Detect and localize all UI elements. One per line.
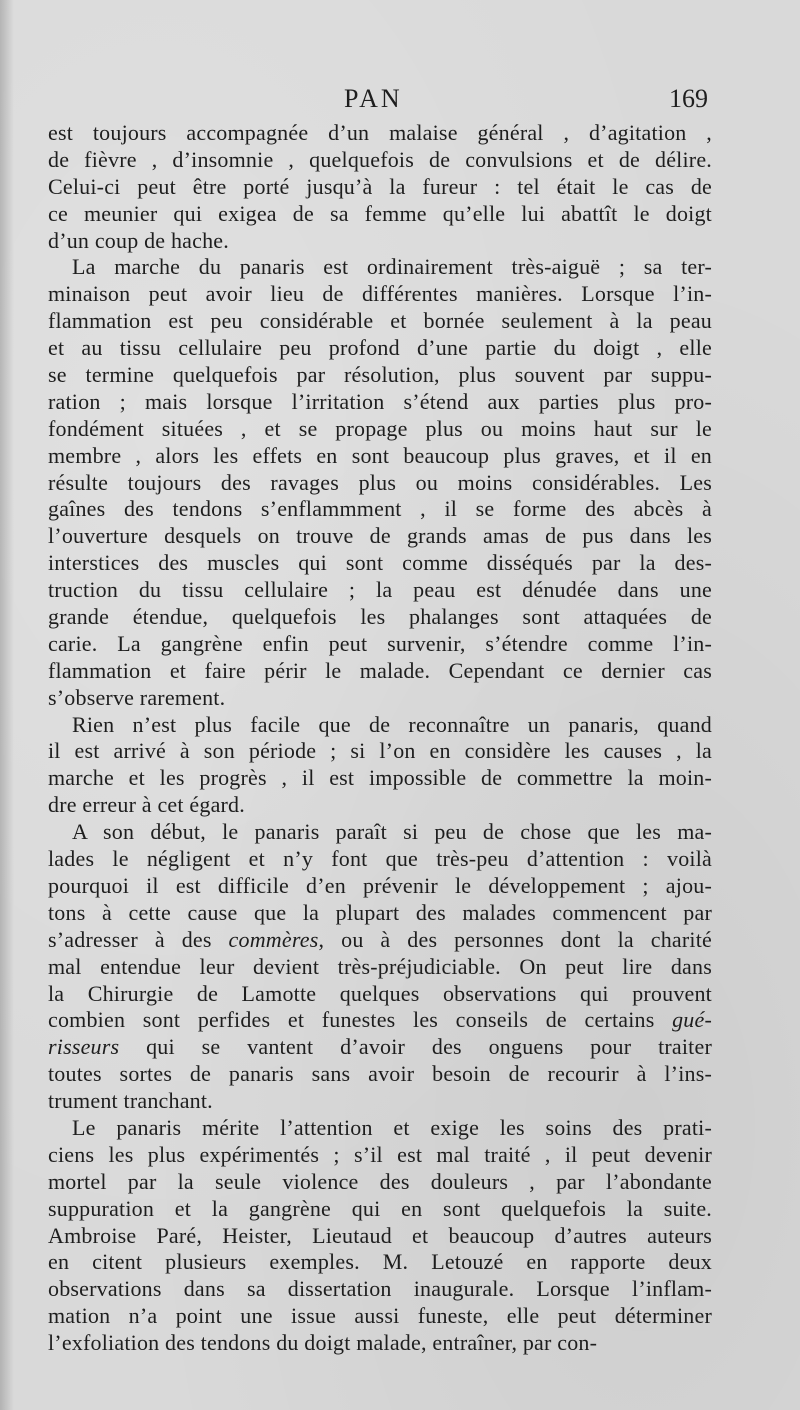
text-line: mation n’a point une issue aussi funeste, elle peut déterminer — [48, 1303, 712, 1329]
text-line: en citent plusieurs exemples. M. Letouzé en rapporte deux — [48, 1249, 712, 1275]
text-line: mortel par la seule violence des douleurs , par l’abondante — [48, 1168, 712, 1194]
running-head: PAN — [344, 84, 403, 113]
text-line: ration ; mais lorsque l’irritation s’étend aux parties plus pro- — [48, 388, 712, 414]
text-line: risseurs qui se vantent d’avoir des onguens pour traiter — [48, 1034, 712, 1060]
text-line: tons à cette cause que la plupart des malades commencent par — [48, 899, 712, 925]
text-line: La marche du panaris est ordinairement très-aiguë ; sa ter- — [72, 254, 712, 280]
text-line: résulte toujours des ravages plus ou moins considérables. Les — [48, 469, 712, 495]
text-line: gaînes des tendons s’enflammment , il se forme des abcès à — [48, 496, 712, 522]
paragraph — [48, 819, 712, 1115]
page-number: 169 — [669, 84, 708, 113]
text-line: dre erreur à cet égard. — [48, 792, 245, 818]
text-line: Celui-ci peut être porté jusqu’à la fureur : tel était le cas de — [48, 173, 712, 199]
text-line: s’adresser à des commères, ou à des personnes dont la charité — [48, 926, 713, 952]
text-line: la Chirurgie de Lamotte quelques observations qui prouvent — [48, 980, 712, 1006]
text-line: est toujours accompagnée d’un malaise général , d’agitation , — [48, 120, 712, 145]
text-line: pourquoi il est difficile d’en prévenir le développement ; ajou- — [48, 872, 712, 898]
text-line: d’un coup de hache. — [48, 227, 229, 253]
paragraph — [48, 1115, 712, 1357]
paragraph — [48, 712, 712, 820]
text-line: truction du tissu cellulaire ; la peau est dénudée dans une — [48, 577, 712, 603]
text-line: toutes sortes de panaris sans avoir besoin de recourir à l’ins- — [48, 1061, 712, 1087]
text-line: lades le négligent et n’y font que très-peu d’attention : voilà — [48, 846, 712, 872]
text-line: minaison peut avoir lieu de différentes manières. Lorsque l’in- — [48, 281, 712, 307]
text-line: l’ouverture desquels on trouve de grands amas de pus dans les — [48, 523, 712, 549]
text-line: flammation et faire périr le malade. Cependant ce dernier cas — [48, 657, 712, 683]
text-line: fondément situées , et se propage plus ou moins haut sur le — [48, 415, 712, 441]
text-line: marche et les progrès , il est impossible de commettre la moin- — [48, 765, 712, 791]
text-line: Rien n’est plus facile que de reconnaître un panaris, quand — [72, 711, 712, 737]
text-line: observations dans sa dissertation inaugurale. Lorsque l’inflam- — [48, 1276, 712, 1302]
text-line: suppuration et la gangrène qui en sont quelquefois la suite. — [48, 1195, 712, 1221]
paragraph — [48, 120, 712, 254]
text-line: ciens les plus expérimentés ; s’il est mal traité , il peut devenir — [48, 1141, 712, 1167]
text-line: s’observe rarement. — [48, 684, 226, 710]
text-line: carie. La gangrène enfin peut survenir, s’étendre comme l’in- — [48, 630, 712, 656]
text-line: mal entendue leur devient très-préjudiciable. On peut lire dans — [48, 953, 712, 979]
text-line: l’exfoliation des tendons du doigt malade, entraîner, par con- — [48, 1330, 598, 1356]
text-line: trument tranchant. — [48, 1088, 213, 1114]
text-line: ce meunier qui exigea de sa femme qu’elle lui abattît le doigt — [48, 200, 712, 226]
page-header — [48, 84, 712, 118]
text-line: flammation est peu considérable et bornée seulement à la peau — [48, 308, 712, 334]
text-line: membre , alors les effets en sont beaucoup plus graves, et il en — [48, 442, 712, 468]
text-line: interstices des muscles qui sont comme disséqués par la des- — [48, 550, 712, 576]
text-line: Le panaris mérite l’attention et exige les soins des prati- — [72, 1114, 712, 1140]
text-line: et au tissu cellulaire peu profond d’une partie du doigt , elle — [48, 335, 712, 361]
page-gutter-shadow — [0, 0, 14, 1410]
text-line: Ambroise Paré, Heister, Lieutaud et beaucoup d’autres auteurs — [48, 1222, 712, 1248]
text-line: se termine quelquefois par résolution, plus souvent par suppu- — [48, 362, 712, 388]
text-line: A son début, le panaris paraît si peu de chose que les ma- — [72, 819, 712, 845]
text-line: grande étendue, quelquefois les phalanges sont attaquées de — [48, 604, 712, 630]
text-line: combien sont perfides et funestes les conseils de certains gué- — [48, 1007, 712, 1033]
body-text — [48, 120, 712, 1357]
text-line: de fièvre , d’insomnie , quelquefois de convulsions et de délire. — [48, 146, 712, 172]
paragraph — [48, 254, 712, 711]
text-line: il est arrivé à son période ; si l’on en considère les causes , la — [48, 738, 712, 764]
